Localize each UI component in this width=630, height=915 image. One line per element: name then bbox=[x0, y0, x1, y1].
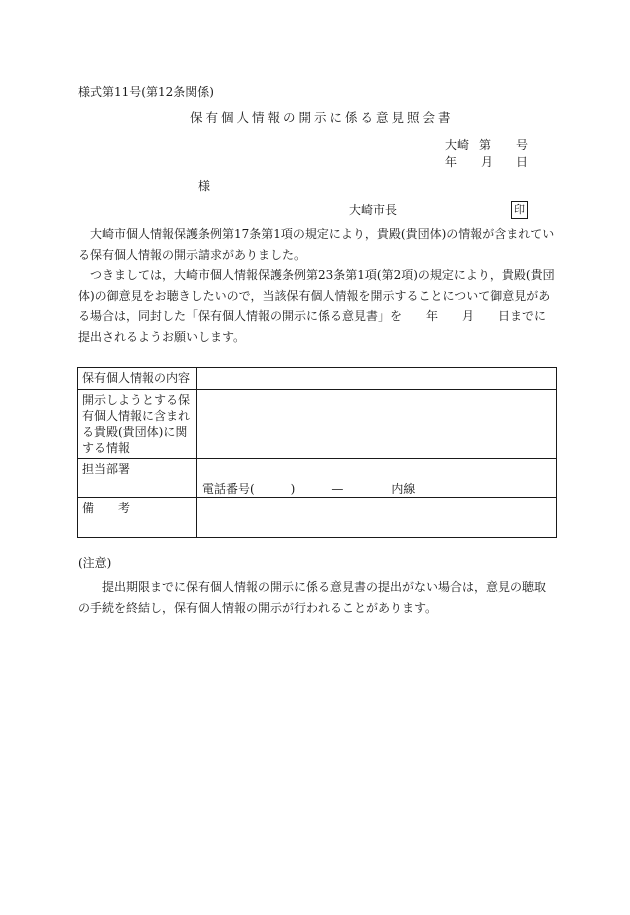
field-content[interactable] bbox=[197, 368, 557, 390]
telephone-line: 電話番号( ) — 内線 bbox=[202, 482, 416, 496]
reference-issuer: 大崎 bbox=[445, 138, 470, 152]
field-remarks[interactable] bbox=[197, 498, 557, 538]
label-related-info: 開示しようとする保有個人情報に含まれる貴殿(貴団体)に関する情報 bbox=[78, 390, 197, 459]
date-year-label: 年 bbox=[445, 155, 458, 169]
date-month-label: 月 bbox=[481, 155, 494, 169]
table-row bbox=[78, 368, 557, 390]
body-text bbox=[78, 224, 556, 347]
reference-go: 号 bbox=[516, 138, 529, 152]
table-row bbox=[78, 390, 557, 459]
field-related-info[interactable] bbox=[197, 390, 557, 459]
document-title: 保有個人情報の開示に係る意見照会書 bbox=[190, 110, 454, 125]
date-day-label: 日 bbox=[516, 155, 529, 169]
label-department: 担当部署 bbox=[78, 459, 197, 498]
table-row bbox=[78, 498, 557, 538]
addressee-suffix: 様 bbox=[198, 179, 211, 193]
field-department[interactable] bbox=[197, 459, 557, 498]
body-paragraph-2: つきましては，大崎市個人情報保護条例第23条第1項(第2項)の規定により，貴殿(貴団体)の御意見をお聴きしたいので，当該保有個人情報を開示することについて御意見がある場合は，同封した「保有個人情報の開示に係る意見書」を 年 月 日までに提出されるようお願いします。 bbox=[78, 268, 555, 344]
label-content: 保有個人情報の内容 bbox=[78, 368, 197, 390]
notes-body bbox=[78, 577, 556, 618]
table-row bbox=[78, 459, 557, 498]
seal-mark: 印 bbox=[511, 201, 528, 219]
form-number: 様式第11号(第12条関係) bbox=[78, 85, 214, 99]
notes-text: 提出期限までに保有個人情報の開示に係る意見書の提出がない場合は，意見の聴取の手続を終結し，保有個人情報の開示が行われることがあります。 bbox=[78, 580, 547, 615]
info-table bbox=[77, 367, 557, 538]
label-remarks: 備 考 bbox=[78, 498, 197, 538]
notes-heading: (注意) bbox=[78, 556, 112, 570]
sender-name: 大崎市長 bbox=[349, 203, 398, 217]
body-paragraph-1: 大崎市個人情報保護条例第17条第1項の規定により，貴殿(貴団体)の情報が含まれている保有個人情報の開示請求がありました。 bbox=[78, 227, 555, 262]
reference-dai: 第 bbox=[479, 138, 492, 152]
